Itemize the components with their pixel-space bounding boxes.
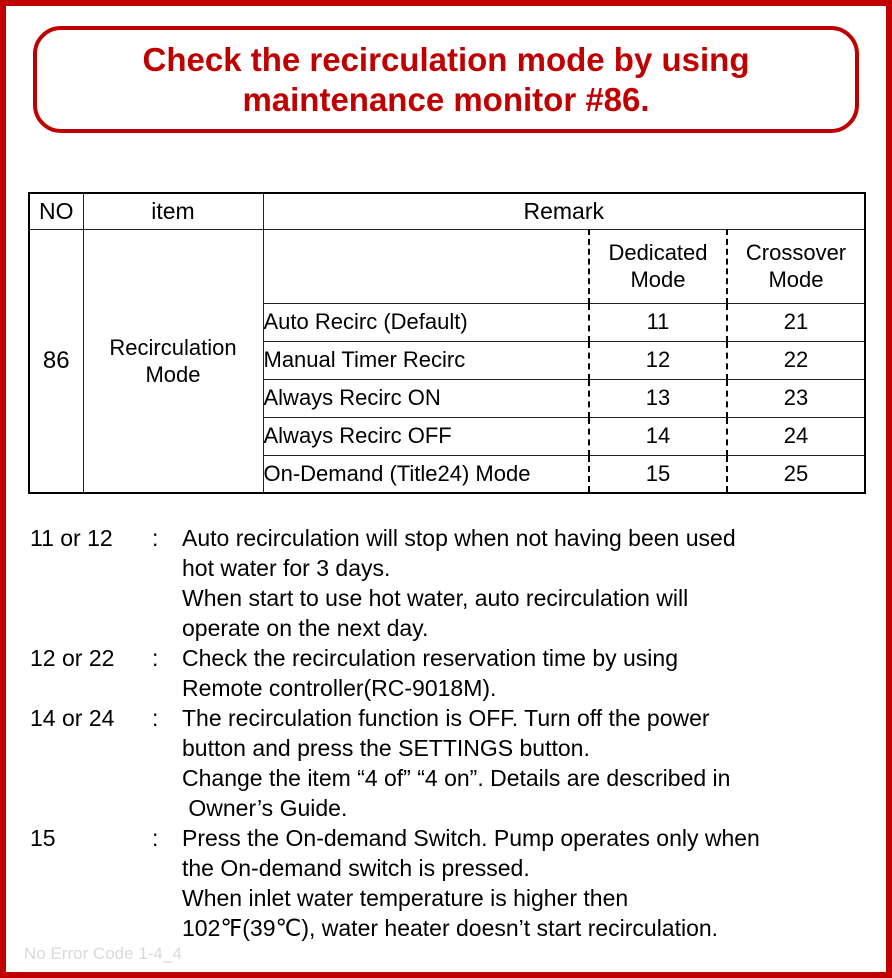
note-12-or-22 bbox=[30, 643, 886, 703]
note-text-line: the On-demand switch is pressed. bbox=[182, 855, 530, 881]
notes-section bbox=[30, 523, 886, 943]
note-text-line: When start to use hot water, auto recirculation will bbox=[182, 585, 689, 611]
header-remark: Remark bbox=[263, 193, 865, 229]
note-15 bbox=[30, 823, 886, 943]
note-label: 15 bbox=[30, 825, 56, 851]
note-label: 12 or 22 bbox=[30, 645, 115, 671]
note-text-line: The recirculation function is OFF. Turn off the power bbox=[182, 705, 710, 731]
note-text-line: hot water for 3 days. bbox=[182, 555, 391, 581]
note-text bbox=[182, 643, 886, 703]
note-text-line: Owner’s Guide. bbox=[182, 795, 348, 821]
title-banner bbox=[33, 26, 859, 133]
note-text-line: Change the item “4 of” “4 on”. Details are described in bbox=[182, 765, 731, 791]
header-item: item bbox=[83, 193, 263, 229]
note-text-line: Press the On-demand Switch. Pump operates only when bbox=[182, 825, 760, 851]
note-text bbox=[182, 523, 886, 643]
dedicated-value: 14 bbox=[589, 417, 727, 455]
note-text-line: Check the recirculation reservation time by using bbox=[182, 645, 679, 671]
note-colon: : bbox=[152, 525, 159, 551]
column-head-dedicated-mode: Dedicated Mode bbox=[589, 229, 727, 303]
row-label: Always Recirc ON bbox=[263, 379, 589, 417]
page-title-line-1: Check the recirculation mode by using bbox=[142, 40, 750, 78]
crossover-value: 24 bbox=[727, 417, 865, 455]
row-label: Manual Timer Recirc bbox=[263, 341, 589, 379]
note-text bbox=[182, 703, 886, 823]
row-label: Auto Recirc (Default) bbox=[263, 303, 589, 341]
note-colon: : bbox=[152, 705, 159, 731]
row-label: On-Demand (Title24) Mode bbox=[263, 455, 589, 493]
note-colon: : bbox=[152, 645, 159, 671]
note-text-line: Remote controller(RC-9018M). bbox=[182, 675, 497, 701]
note-text-line: 102℉(39℃), water heater doesn’t start recirculation. bbox=[182, 915, 719, 941]
note-text-line: button and press the SETTINGS button. bbox=[182, 735, 590, 761]
footer-error-code: No Error Code 1-4_4 bbox=[24, 944, 182, 963]
note-text bbox=[182, 823, 886, 943]
note-14-or-24 bbox=[30, 703, 886, 823]
dedicated-value: 15 bbox=[589, 455, 727, 493]
cell-monitor-number: 86 bbox=[29, 229, 83, 493]
cell-item-name: Recirculation Mode bbox=[83, 229, 263, 493]
table-subheader-row bbox=[29, 229, 865, 303]
crossover-value: 22 bbox=[727, 341, 865, 379]
row-label: Always Recirc OFF bbox=[263, 417, 589, 455]
note-text-line: When inlet water temperature is higher then bbox=[182, 885, 629, 911]
note-label: 14 or 24 bbox=[30, 705, 115, 731]
note-text-line: Auto recirculation will stop when not having been used bbox=[182, 525, 736, 551]
crossover-value: 25 bbox=[727, 455, 865, 493]
crossover-value: 23 bbox=[727, 379, 865, 417]
page-title-line-2: maintenance monitor #86. bbox=[242, 80, 650, 118]
note-11-or-12 bbox=[30, 523, 886, 643]
note-colon: : bbox=[152, 825, 159, 851]
note-text-line: operate on the next day. bbox=[182, 615, 429, 641]
recirculation-mode-table bbox=[28, 192, 866, 494]
column-head-crossover-mode: Crossover Mode bbox=[727, 229, 865, 303]
dedicated-value: 13 bbox=[589, 379, 727, 417]
dedicated-value: 12 bbox=[589, 341, 727, 379]
dedicated-value: 11 bbox=[589, 303, 727, 341]
crossover-value: 21 bbox=[727, 303, 865, 341]
table-header-row bbox=[29, 193, 865, 229]
note-label: 11 or 12 bbox=[30, 525, 113, 551]
cell-empty-desc bbox=[263, 229, 589, 303]
header-no: NO bbox=[29, 193, 83, 229]
